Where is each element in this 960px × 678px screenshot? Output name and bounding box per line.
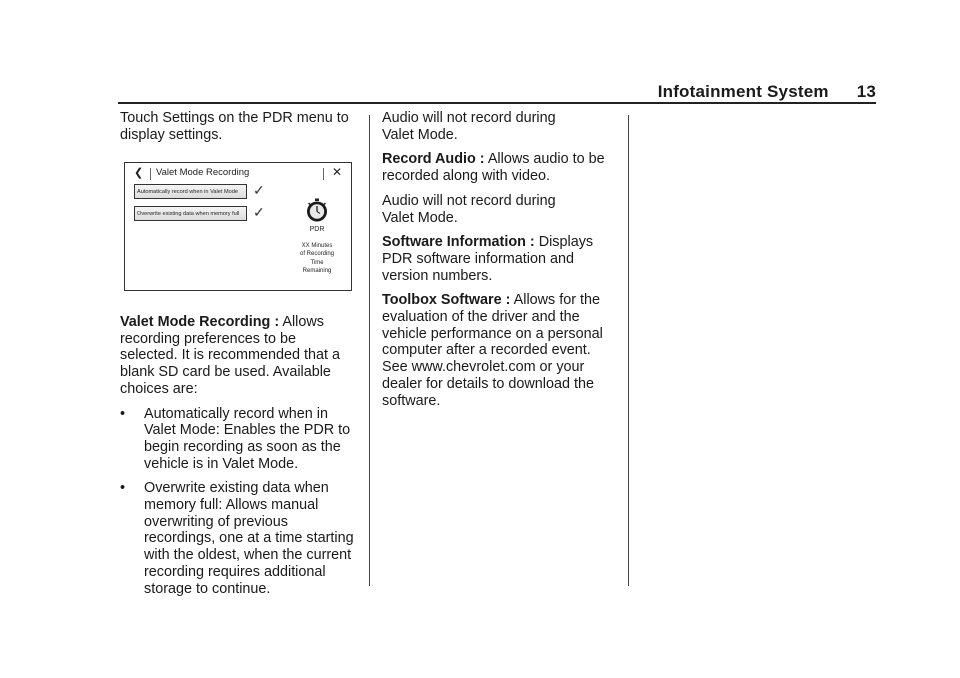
list-item: • Overwrite existing data when memory full: Allows manual overwriting of previous recordings, one at a time starting with the oldest, when the current recording requires additional storage to continue. — [120, 480, 354, 597]
valet-mode-screen-illustration — [124, 162, 352, 291]
recording-time-remaining: XX Minutes of Recording Time Remaining — [299, 243, 335, 274]
pdr-label: PDR — [309, 226, 325, 233]
check-icon: ✓ — [253, 182, 265, 198]
left-column-lower — [120, 314, 360, 605]
bullet-icon: • — [120, 405, 126, 422]
record-audio-paragraph: Record Audio : Allows audio to be recorded along with video. — [382, 151, 605, 185]
chevron-left-icon: ❮ — [134, 167, 144, 179]
page-number: 13 — [856, 82, 876, 101]
check-icon: ✓ — [253, 204, 265, 220]
section-title: Infotainment System — [657, 82, 829, 101]
middle-column — [382, 110, 614, 417]
toolbox-software-paragraph: Toolbox Software : Allows for the evaluation of the driver and the vehicle performance on a personal computer after a recorded event. See www.chevrolet.com or your dealer for details to download the software. — [382, 292, 603, 409]
left-column — [120, 110, 360, 151]
header-rule — [118, 102, 876, 104]
stopwatch-icon — [305, 198, 329, 222]
audio-note-paragraph: Audio will not record during Valet Mode. — [382, 110, 556, 143]
option-overwrite: Overwrite existing data when memory full — [134, 206, 247, 221]
divider — [150, 168, 151, 180]
software-information-paragraph: Software Information : Displays PDR software information and version numbers. — [382, 234, 594, 284]
option-auto-record: Automatically record when in Valet Mode — [134, 184, 247, 199]
list-item: • Automatically record when in Valet Mode: Enables the PDR to begin recording as soon as the vehicle is in Valet Mode. — [120, 405, 351, 472]
audio-note-paragraph: Audio will not record during Valet Mode. — [382, 192, 556, 226]
screen-title: Valet Mode Recording — [156, 167, 250, 178]
column-divider — [369, 115, 370, 586]
divider — [323, 168, 324, 180]
intro-paragraph: Touch Settings on the PDR menu to display settings. — [120, 110, 349, 143]
bullet-icon: • — [120, 480, 126, 497]
column-divider — [628, 115, 629, 586]
close-icon: ✕ — [332, 165, 343, 179]
page-header — [118, 80, 876, 104]
valet-mode-recording-paragraph: Valet Mode Recording : Allows recording preferences to be selected. It is recommended that a blank SD card be used. Available choices are: — [120, 314, 340, 397]
